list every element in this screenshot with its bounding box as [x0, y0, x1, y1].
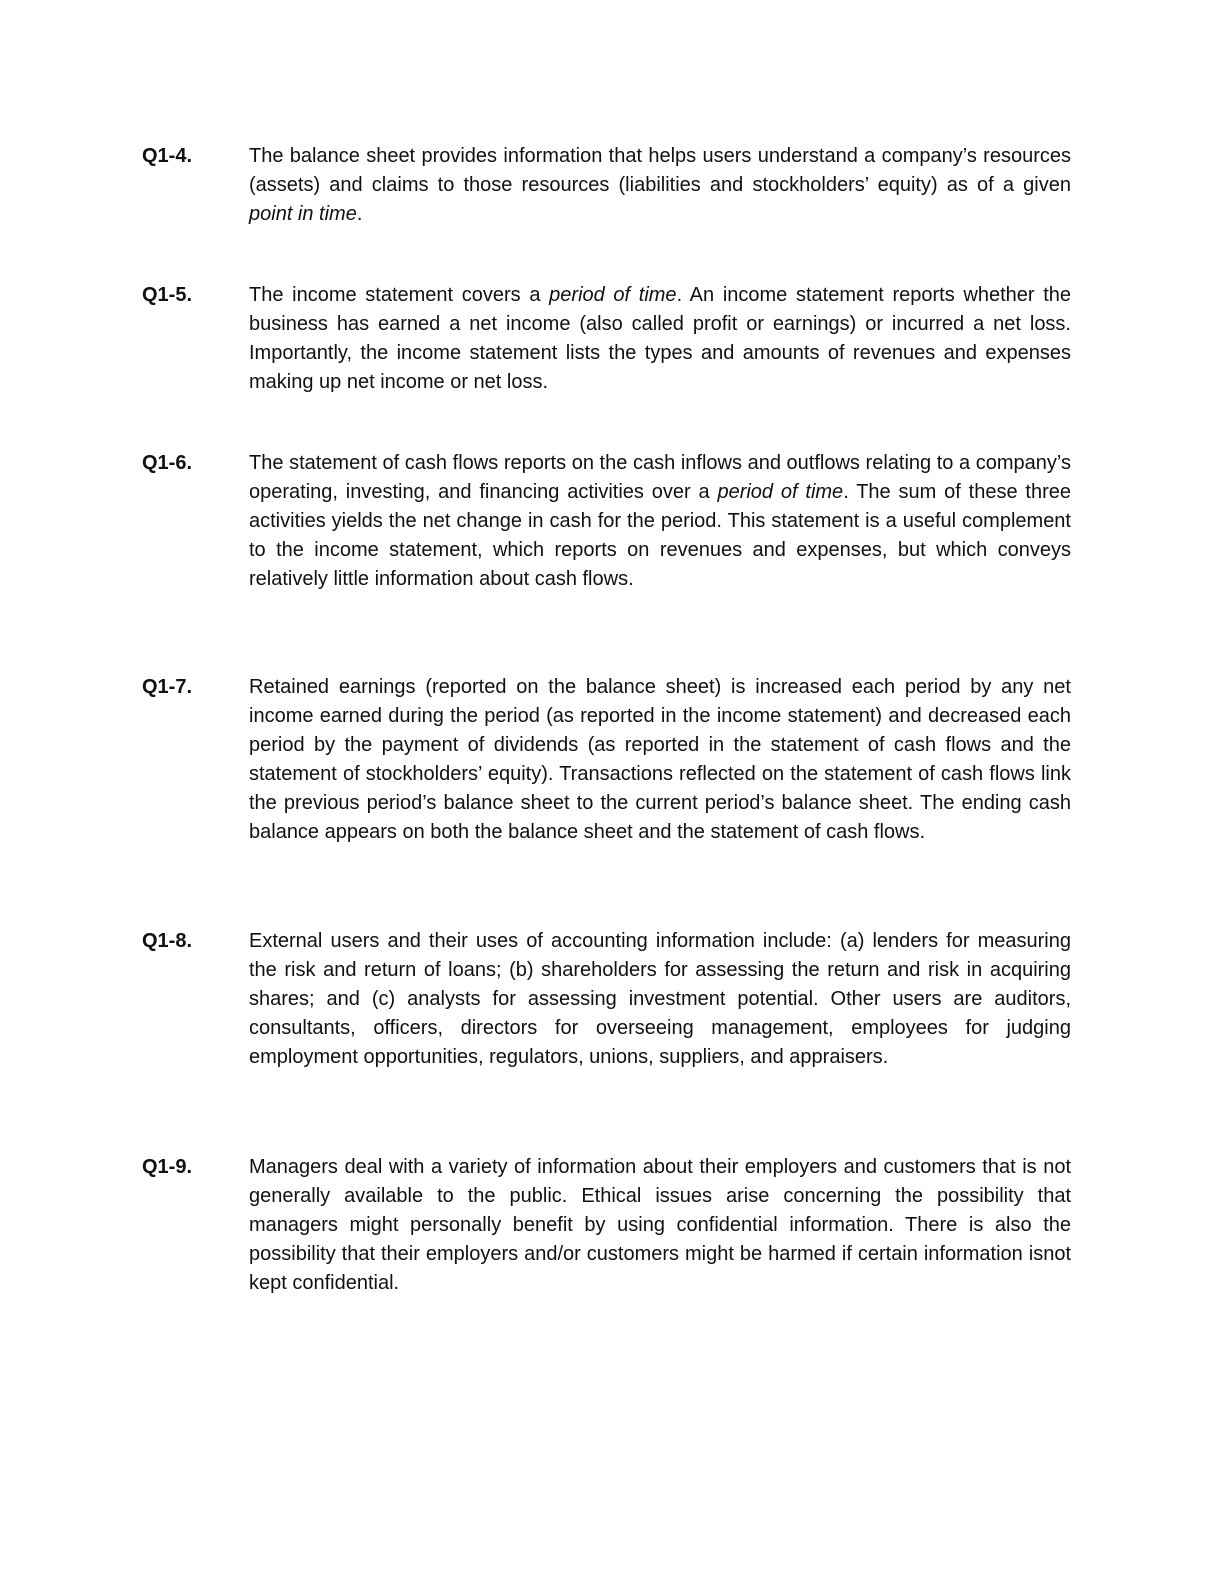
answer-text-part: The income statement covers a [249, 284, 550, 306]
answer-text-part: The balance sheet provides information that helps users understand a company’s resources (assets) and claims to those resources (liabilities and stockholders’ equity) as of a given [249, 145, 1071, 196]
answer-text-part: . [356, 203, 363, 225]
question-label: Q1-9. [142, 1156, 193, 1178]
answer-text-part: . The sum of these three activities yields the net change in cash for the period. This statement is a useful complement to the income statement, which reports on revenues and expenses, but which conveys relatively little information about cash flows. [249, 481, 1071, 590]
question-label: Q1-5. [142, 284, 193, 306]
answer-text-part: . An income statement reports whether the business has earned a net income (also called profit or earnings) or incurred a net loss. Importantly, the income statement lists the types and amounts of revenues and expenses making up net income or net loss. [249, 284, 1071, 393]
answer-text [249, 449, 1071, 594]
answer-text [249, 281, 1071, 397]
question-label: Q1-6. [142, 452, 193, 474]
question-label: Q1-7. [142, 676, 193, 698]
question-label: Q1-4. [142, 145, 193, 167]
answer-text: Retained earnings (reported on the balance sheet) is increased each period by any net income earned during the period (as reported in the income statement) and decreased each period by the payment of dividends (as reported in the statement of cash flows and the statement of stockholders’ equity). Transactions reflected on the statement of cash flows link the previous period’s balance sheet to the current period’s balance sheet. The ending cash balance appears on both the balance sheet and the statement of cash flows. [249, 676, 1071, 843]
answer-emphasis: period of time [549, 284, 677, 306]
answer-text: Managers deal with a variety of information about their employers and customers that is not generally available to the public. Ethical issues arise concerning the possibility that managers might personally benefit by using confidential information. There is also the possibility that their employers and/or customers might be harmed if certain information isnot kept confidential. [249, 1156, 1071, 1294]
question-label: Q1-8. [142, 930, 193, 952]
answer-text [249, 142, 1071, 229]
answer-text: External users and their uses of accounting information include: (a) lenders for measuring the risk and return of loans; (b) shareholders for assessing the return and risk in acquiring shares; and (c) analysts for assessing investment potential. Other users are auditors, consultants, officers, directors for overseeing management, employees for judging employment opportunities, regulators, unions, suppliers, and appraisers. [249, 930, 1071, 1068]
answer-emphasis: period of time [717, 481, 844, 503]
answer-text-part: The statement of cash flows reports on the cash inflows and outflows relating to a company’s operating, investing, and financing activities over a [249, 452, 1071, 503]
answer-emphasis: point in time [249, 203, 357, 225]
